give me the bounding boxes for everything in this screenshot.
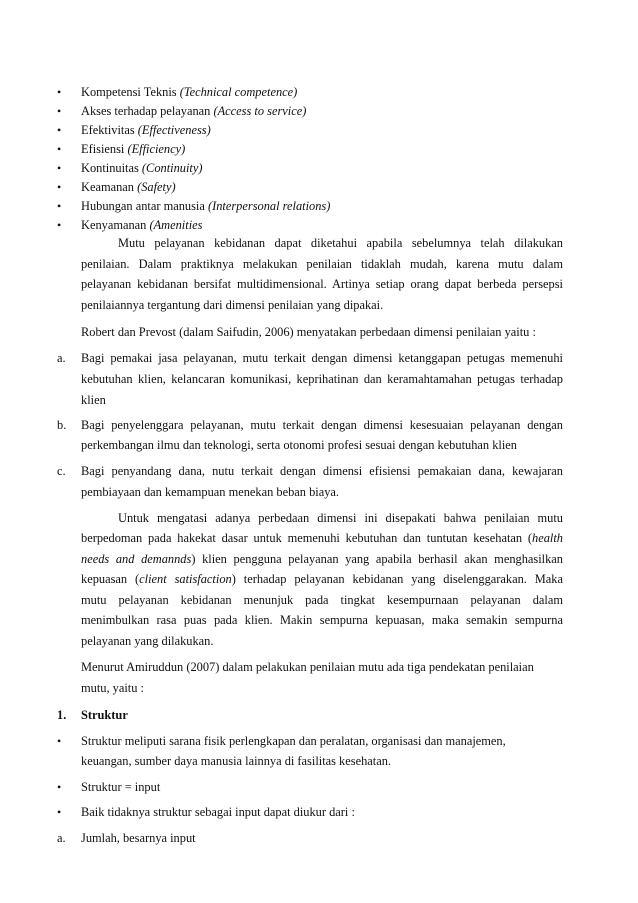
bullet-marker: •: [57, 142, 62, 156]
bullet-marker: •: [57, 123, 62, 137]
bullet-item: Efisiensi (Efficiency): [81, 142, 186, 156]
bullet-marker: •: [57, 104, 62, 118]
text-line: needs and demannds) klien pengguna pelayanan yang apabila berhasil akan menghasilkan: [81, 552, 563, 566]
text-line: mutu pelayanan kebidanan menunjuk pada tingkat kesempurnaan pelayanan dalam: [81, 593, 563, 607]
text-line: pembiayaan dan kemampuan menekan beban biaya.: [81, 485, 340, 499]
text-line: Mutu pelayanan kebidanan dapat diketahui apabila sebelumnya telah dilakukan: [118, 236, 563, 250]
text-line: penilaian. Dalam praktiknya melakukan penilaian tidaklah mudah, karena mutu dalam: [81, 257, 563, 271]
paragraph-robert-prevost: Robert dan Prevost (dalam Saifudin, 2006) menyatakan perbedaan dimensi penilaian yaitu :: [81, 325, 536, 339]
text-line: klien: [81, 393, 106, 407]
text-line: kebutuhan klien, kelancaran komunikasi, keprihatinan dan keramahtamahan petugas terhadap: [81, 372, 563, 386]
text-line: Bagi penyelenggara pelayanan, mutu terkait dengan dimensi kesesuaian pelayanan dengan: [81, 418, 563, 432]
text-line: Jumlah, besarnya input: [81, 831, 196, 845]
text-line: menimbulkan rasa puas pada klien. Makin sempurna kepuasan, maka semakin sempurna: [81, 613, 563, 627]
bullet-item: Kontinuitas (Continuity): [81, 161, 203, 175]
bullet-marker: •: [57, 85, 62, 99]
text-line: perkembangan ilmu dan teknologi, serta otonomi profesi sesuai dengan kebutuhan klien: [81, 438, 517, 452]
bullet-item: Kompetensi Teknis (Technical competence): [81, 85, 298, 99]
text-line: Bagi penyandang dana, nutu terkait dengan dimensi efisiensi pemakaian dana, kewajaran: [81, 464, 563, 478]
section-title: Struktur: [81, 708, 128, 722]
text-line: Untuk mengatasi adanya perbedaan dimensi ini disepakati bahwa penilaian mutu: [118, 511, 563, 525]
bullet-marker: •: [57, 805, 62, 819]
bullet-marker: •: [57, 199, 62, 213]
bullet-item-continuation: keuangan, sumber daya manusia lainnya di fasilitas kesehatan.: [81, 754, 392, 768]
text-line: mutu, yaitu :: [81, 681, 144, 695]
text-line: Bagi pemakai jasa pelayanan, mutu terkait dengan dimensi ketanggapan petugas memenuhi: [81, 351, 563, 365]
text-line: penilaiannya tergantung dari dimensi penilaian yang dipakai.: [81, 298, 384, 312]
text-line: pelayanan yang dilakukan.: [81, 634, 214, 648]
bullet-item: Hubungan antar manusia (Interpersonal relations): [81, 199, 331, 213]
text-line: pelayanan kebidanan bersifat multidimensional. Artinya setiap orang dapat berbeda persepsi: [81, 277, 563, 291]
bullet-item: Efektivitas (Effectiveness): [81, 123, 211, 137]
list-label: a.: [57, 831, 66, 845]
text-line: berpedoman pada hakekat dasar untuk memenuhi kebutuhan dan tuntutan kesehatan (health: [81, 531, 563, 545]
bullet-marker: •: [57, 780, 62, 794]
list-label: a.: [57, 351, 66, 365]
bullet-item: Akses terhadap pelayanan (Access to service): [81, 104, 307, 118]
text-line: Menurut Amiruddun (2007) dalam pelakukan penilaian mutu ada tiga pendekatan penilaian: [81, 660, 534, 674]
bullet-marker: •: [57, 218, 62, 232]
list-label: c.: [57, 464, 66, 478]
bullet-item: Kenyamanan (Amenities: [81, 218, 203, 232]
text-line: kepuasan (client satisfaction) terhadap pelayanan kebidanan yang diselenggarakan. Maka: [81, 572, 563, 586]
bullet-item: Baik tidaknya struktur sebagai input dapat diukur dari :: [81, 805, 355, 819]
list-label: b.: [57, 418, 67, 432]
bullet-item: Struktur = input: [81, 780, 161, 794]
bullet-marker: •: [57, 734, 62, 748]
bullet-item: Keamanan (Safety): [81, 180, 176, 194]
section-number: 1.: [57, 708, 67, 722]
bullet-item: Struktur meliputi sarana fisik perlengkapan dan peralatan, organisasi dan manajemen,: [81, 734, 506, 748]
bullet-marker: •: [57, 161, 62, 175]
bullet-marker: •: [57, 180, 62, 194]
